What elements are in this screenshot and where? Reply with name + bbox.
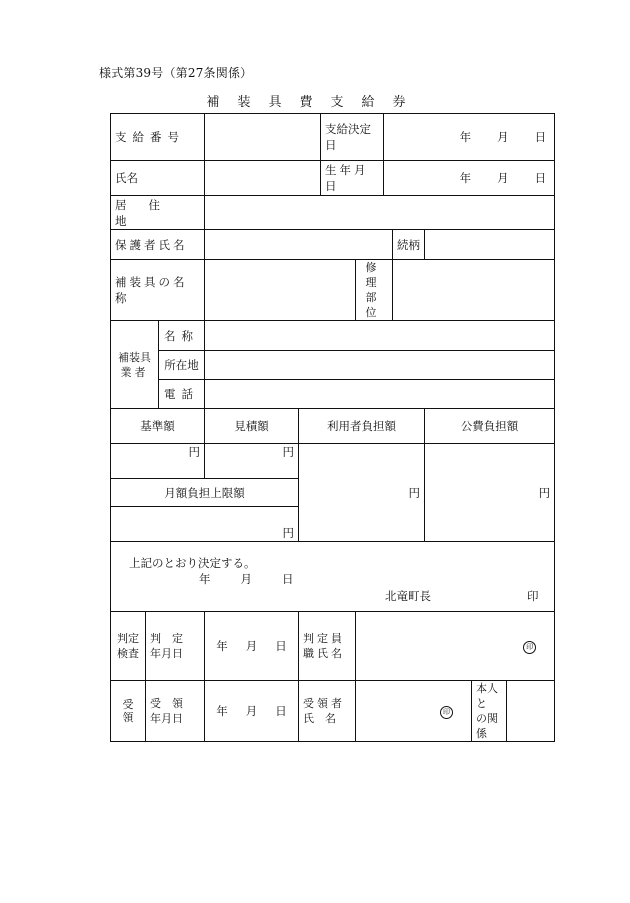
field-seinengappi[interactable] (384, 161, 555, 196)
field-kyojuchi[interactable] (205, 196, 555, 230)
label-hantei (111, 612, 146, 681)
year-label: 年 (216, 704, 228, 718)
yen-label: 円 (282, 526, 295, 540)
field-shuri-bui[interactable] (393, 260, 555, 321)
row-shimei (111, 161, 555, 196)
row-hogosha (111, 230, 555, 260)
label-seinengappi: 生年月日 (321, 161, 384, 196)
row-kettei (111, 542, 555, 612)
row-hantei (111, 612, 555, 681)
field-hogosha-shimei[interactable] (205, 230, 393, 260)
label-hantei-nengappi-2: 年月日 (150, 647, 183, 660)
label-gyosha-1: 補装具 (118, 350, 151, 364)
seal-icon: 印 (440, 706, 453, 719)
row-gyosha-meisho (111, 321, 555, 351)
label-riyosha-futan: 利用者負担額 (299, 409, 425, 444)
month-label: 月 (245, 639, 258, 653)
field-juryo-sha[interactable] (356, 681, 472, 742)
label-shimei-text: 氏名 (115, 171, 138, 185)
label-juryo-nengappi (146, 681, 205, 742)
label-shuri-bui (356, 260, 393, 321)
label-getsugaku-jogen: 月額負担上限額 (111, 479, 299, 507)
field-hosougu-meisho[interactable] (205, 260, 356, 321)
yen-label: 円 (408, 485, 421, 500)
row-gyosha-shozaichi (111, 351, 555, 380)
label-honnin-kankei (472, 681, 507, 742)
row-shikyu-bango (111, 114, 555, 161)
day-label: 日 (282, 572, 294, 586)
field-gyosha-meisho[interactable] (205, 321, 555, 351)
label-hantei-nengappi (146, 612, 205, 681)
kettei-date (199, 571, 294, 587)
row-amount-values (111, 444, 555, 479)
label-juryo-nengappi-2: 年月日 (150, 712, 183, 725)
year-label: 年 (459, 130, 472, 144)
label-juryo-sha-2: 氏 名 (303, 712, 337, 725)
yen-label: 円 (538, 485, 551, 500)
label-shimei (111, 161, 205, 196)
field-juryo-nengappi[interactable] (205, 681, 299, 742)
day-label: 日 (534, 171, 547, 185)
form-number: 様式第39号（第27条関係） (99, 66, 253, 80)
field-gyosha-shozaichi[interactable] (205, 351, 555, 380)
row-gyosha-denwa (111, 380, 555, 409)
field-hantei-in[interactable] (356, 612, 555, 681)
label-shikyu-bango: 支給番号 (111, 114, 205, 161)
label-juryo-nengappi-1: 受 領 (150, 697, 183, 710)
label-hantei-2: 検査 (117, 647, 139, 660)
in-label: 印 (527, 589, 539, 603)
day-label: 日 (534, 130, 547, 144)
field-hantei-nengappi[interactable] (205, 612, 299, 681)
month-label: 月 (497, 130, 509, 144)
field-shimei[interactable] (205, 161, 321, 196)
label-denwa: 電話 (159, 380, 205, 409)
label-bui: 部位 (365, 291, 383, 319)
month-label: 月 (245, 704, 258, 718)
label-juryo-text: 受領 (122, 698, 134, 724)
year-label: 年 (216, 639, 228, 653)
row-juryo (111, 681, 555, 742)
yen-label: 円 (188, 445, 201, 459)
label-hantei-1: 判定 (117, 632, 139, 645)
label-gyosha-2: 業者 (120, 365, 149, 379)
day-label: 日 (275, 639, 287, 653)
seal-icon: 印 (523, 641, 536, 654)
kettei-text: 上記のとおり決定する。 (129, 556, 256, 570)
label-juryo-sha-1: 受領者 (303, 697, 346, 710)
label-honnin-1: 本人と (476, 682, 499, 710)
label-juryo-sha (299, 681, 356, 742)
label-kijungaku: 基準額 (111, 409, 205, 444)
label-kohi-futan: 公費負担額 (425, 409, 555, 444)
label-honnin-2: の関係 (476, 712, 499, 740)
label-kyojuchi: 居住地 (111, 196, 205, 230)
month-label: 月 (497, 171, 509, 185)
month-label: 月 (240, 572, 252, 586)
field-getsugaku-jogen[interactable] (111, 507, 299, 542)
year-label: 年 (199, 572, 211, 586)
field-shikyu-bango[interactable] (205, 114, 321, 161)
label-hogosha-shimei: 保護者氏名 (111, 230, 205, 260)
label-hantei-in-2: 職氏名 (303, 647, 346, 660)
label-shikyu-kettei-bi: 支給決定日 (321, 114, 384, 161)
label-shuri: 修理 (365, 261, 383, 289)
yen-label: 円 (282, 445, 295, 459)
label-mitsumorigaku: 見積額 (205, 409, 299, 444)
row-hosougu-meisho (111, 260, 555, 321)
day-label: 日 (275, 704, 287, 718)
label-gyosha (111, 321, 159, 409)
field-mitsumorigaku[interactable] (205, 444, 299, 479)
kettei-block (111, 542, 555, 612)
chocho-label: 北竜町長 (385, 589, 431, 603)
label-hantei-nengappi-1: 判 定 (150, 632, 183, 645)
field-kijungaku[interactable] (111, 444, 205, 479)
label-juryo (111, 681, 146, 742)
year-label: 年 (459, 171, 472, 185)
label-hantei-in-1: 判定員 (303, 632, 346, 645)
voucher-table (110, 113, 555, 742)
field-riyosha-futan[interactable] (299, 444, 425, 542)
label-meisho: 名称 (159, 321, 205, 351)
field-kohi-futan[interactable] (425, 444, 555, 542)
form-title: 補装具費支給券 (206, 95, 424, 110)
field-shikyu-kettei-bi[interactable] (384, 114, 555, 161)
label-hosougu-meisho: 補装具の名称 (111, 260, 205, 321)
field-gyosha-denwa[interactable] (205, 380, 555, 409)
row-amount-header (111, 409, 555, 444)
field-honnin-kankei[interactable] (507, 681, 555, 742)
label-zokugara: 続柄 (393, 230, 425, 260)
row-kyojuchi (111, 196, 555, 230)
label-hantei-in (299, 612, 356, 681)
field-zokugara[interactable] (425, 230, 555, 260)
label-shozaichi: 所在地 (159, 351, 205, 380)
